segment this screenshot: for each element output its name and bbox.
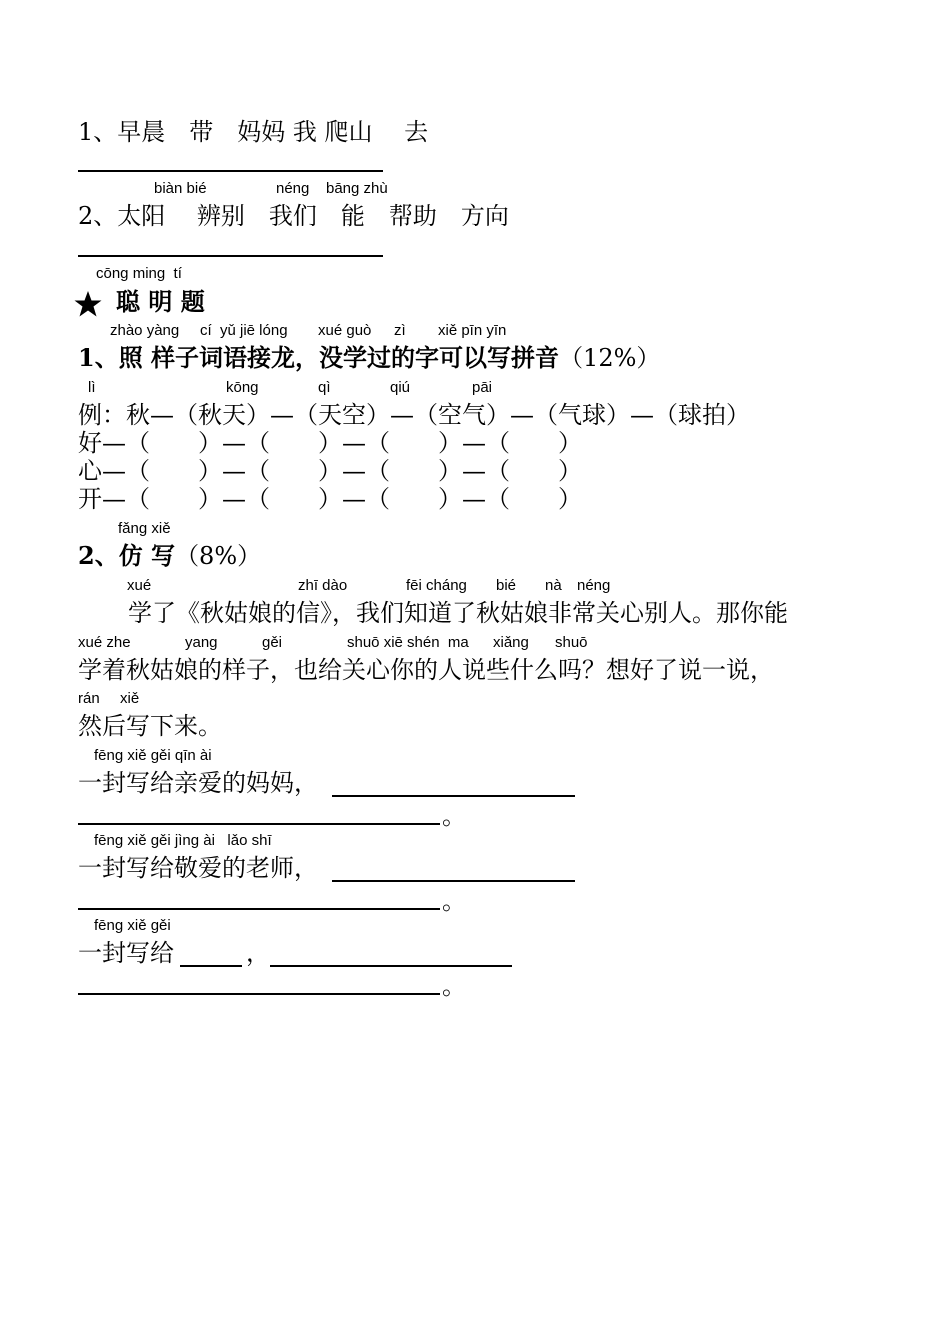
example-row: 例：秋—（秋天）—（天空）—（空气）—（气球）—（球拍）: [78, 401, 750, 429]
pinyin: xué: [127, 577, 152, 594]
answer-line[interactable]: [78, 255, 383, 257]
pinyin: qì: [318, 379, 331, 396]
period: 。: [442, 887, 466, 915]
pinyin: xué guò: [318, 322, 372, 339]
star-icon: [74, 290, 102, 318]
chain-row[interactable]: 开—（ ）—（ ）—（ ）—（ ）: [78, 485, 582, 513]
section-title: 聪 明 题: [116, 287, 205, 316]
pinyin: pāi: [472, 379, 493, 396]
pinyin: yang: [185, 634, 218, 651]
pinyin: cōng ming tí: [96, 265, 182, 282]
pinyin: néng: [577, 577, 611, 594]
pinyin: kōng: [226, 379, 259, 396]
answer-line[interactable]: [332, 880, 575, 882]
pinyin: zhào yàng: [110, 322, 180, 339]
pinyin: gěi: [262, 634, 283, 651]
pinyin: zì: [394, 322, 406, 339]
pinyin: shuō xiē shén ma: [347, 634, 469, 651]
comma: ，: [246, 939, 270, 967]
blank-line[interactable]: [180, 965, 242, 967]
score: （8%）: [175, 542, 262, 570]
pinyin: biàn bié: [154, 180, 207, 197]
pinyin: fēng xiě gěi jìng ài lǎo shī: [94, 832, 272, 849]
pinyin: xiě pīn yīn: [438, 322, 507, 339]
chain-row[interactable]: 心—（ ）—（ ）—（ ）—（ ）: [78, 457, 582, 485]
pinyin: bāng zhù: [326, 180, 388, 197]
paragraph-line: 学了《秋姑娘的信》，我们知道了秋姑娘非常关心别人。那你能: [128, 599, 788, 627]
pinyin: nà: [545, 577, 562, 594]
pinyin: fēng xiě gěi qīn ài: [94, 747, 212, 764]
paragraph-line: 然后写下来。: [78, 712, 222, 740]
pinyin: cí yǔ jiē lóng: [200, 322, 288, 339]
answer-line[interactable]: [78, 823, 440, 825]
pinyin: lì: [88, 379, 96, 396]
sentence-2: 2、太阳 辨别 我们 能 帮助 方向: [78, 202, 509, 230]
question-1-text: 1、照 样子词语接龙，没学过的字可以写拼音: [78, 343, 560, 372]
chain-row[interactable]: 好—（ ）—（ ）—（ ）—（ ）: [78, 429, 582, 457]
pinyin: fǎng xiě: [118, 520, 171, 537]
pinyin: xiǎng: [493, 634, 529, 651]
pinyin: fēi cháng: [406, 577, 467, 594]
answer-line[interactable]: [270, 965, 512, 967]
score: （12%）: [559, 344, 661, 372]
sentence-1: 1、早晨 带 妈妈 我 爬山 去: [78, 118, 429, 146]
pinyin: xué zhe: [78, 634, 131, 651]
answer-line[interactable]: [78, 993, 440, 995]
pinyin: néng: [276, 180, 310, 197]
period: 。: [442, 802, 466, 830]
letter-prompt: 一封写给敬爱的老师，: [78, 854, 318, 882]
period: 。: [442, 972, 466, 1000]
pinyin: xiě: [120, 690, 140, 707]
letter-prompt: 一封写给亲爱的妈妈，: [78, 769, 318, 797]
question-1-title: [78, 343, 660, 373]
pinyin: fēng xiě gěi: [94, 917, 171, 934]
answer-line[interactable]: [78, 908, 440, 910]
paragraph-line: 学着秋姑娘的样子，也给关心你的人说些什么吗？想好了说一说，: [78, 656, 774, 684]
pinyin: bié: [496, 577, 517, 594]
pinyin: qiú: [390, 379, 411, 396]
pinyin: shuō: [555, 634, 588, 651]
question-2-text: 2、仿 写: [78, 541, 176, 570]
pinyin: zhī dào: [298, 577, 348, 594]
question-2-title: [78, 541, 261, 571]
answer-line[interactable]: [332, 795, 575, 797]
answer-line[interactable]: [78, 170, 383, 172]
pinyin: rán: [78, 690, 100, 707]
letter-prompt: 一封写给: [78, 939, 174, 967]
